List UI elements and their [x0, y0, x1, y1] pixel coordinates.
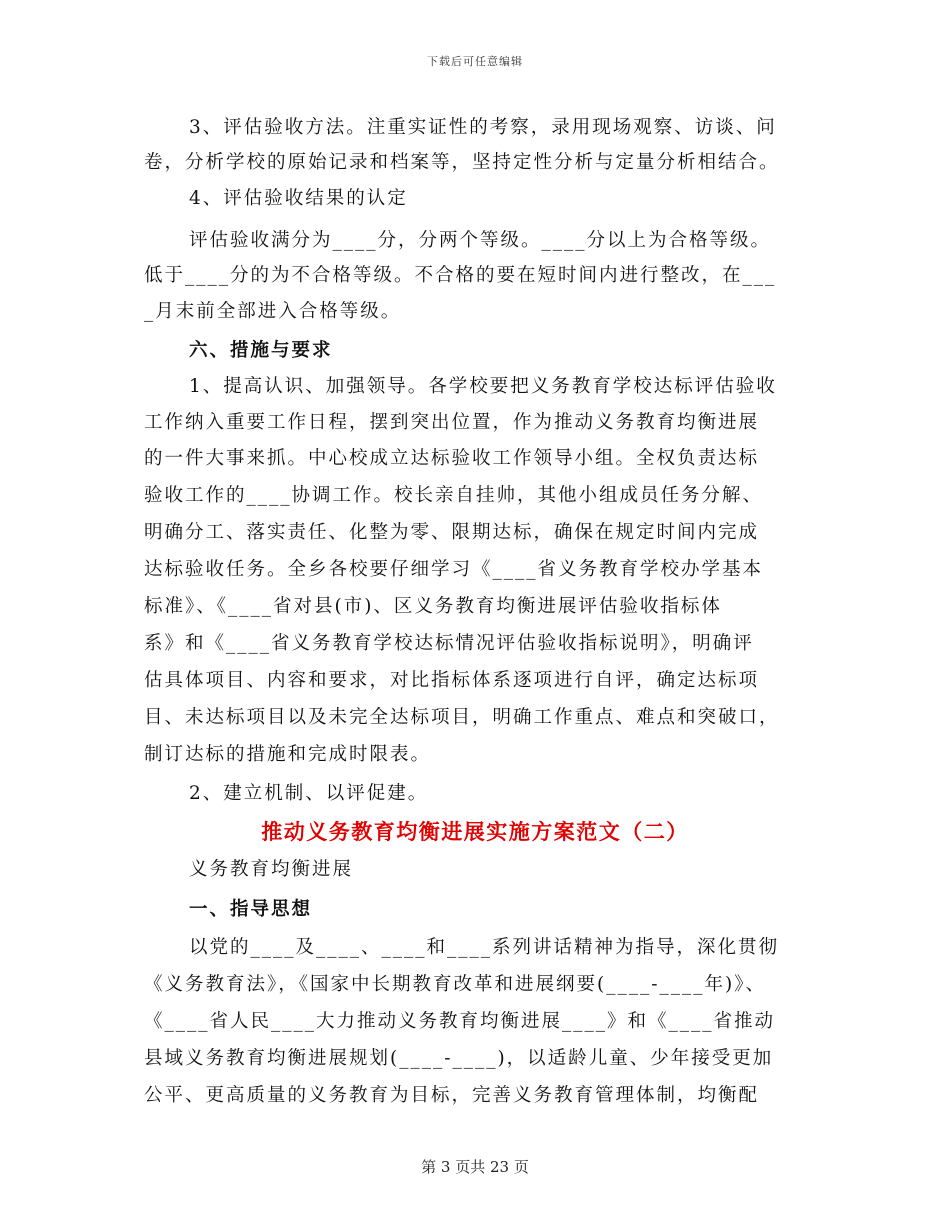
text-line-2: 卷，分析学校的原始记录和档案等，坚持定性分析与定量分析相结合。	[144, 152, 780, 173]
text-line-19: 2、建立机制、以评促建。	[189, 783, 429, 804]
text-line-9: 工作纳入重要工作日程，摆到突出位置，作为推动义务教育均衡进展	[144, 412, 760, 433]
text-line-12: 明确分工、落实责任、化整为零、限期达标，确保在规定时间内完成	[144, 522, 760, 543]
text-line-24: 《义务教育法》，《国家中长期教育改革和进展纲要(____-____年)》、	[144, 974, 766, 995]
text-line-4: 评估验收满分为____分，分两个等级。____分以上为合格等级。	[189, 230, 772, 251]
section-heading-guiding-thought: 一、指导思想	[189, 899, 313, 920]
document-title: 推动义务教育均衡进展实施方案范文（二）	[261, 819, 689, 844]
text-line-26: 县域义务教育均衡进展规划(____-____)，以适龄儿童、少年接受更加	[144, 1048, 774, 1069]
text-line-18: 制订达标的措施和完成时限表。	[144, 744, 432, 765]
text-line-14: 标准》、《____省对县(市)、区义务教育均衡进展评估验收指标体	[144, 596, 722, 617]
text-line-6: _月末前全部进入合格等级。	[144, 301, 402, 322]
text-line-1: 3、评估验收方法。注重实证性的考察，录用现场观察、访谈、问	[189, 117, 777, 138]
text-line-17: 目、未达标项目以及未完全达标项目，明确工作重点、难点和突破口，	[144, 707, 780, 728]
text-line-8: 1、提高认识、加强领导。各学校要把义务教育学校达标评估验收	[189, 376, 777, 397]
text-line-11: 验收工作的____协调工作。校长亲自挂帅，其他小组成员任务分解、	[144, 485, 764, 506]
text-line-15: 系》和《____省义务教育学校达标情况评估验收指标说明》，明确评	[144, 633, 754, 654]
text-line-3: 4、评估验收结果的认定	[189, 188, 408, 209]
section-heading-measures: 六、措施与要求	[189, 340, 333, 361]
text-line-21: 义务教育均衡进展	[189, 859, 354, 880]
page-header: 下载后可任意编辑	[427, 55, 523, 68]
page-number-footer: 第 3 页共 23 页	[421, 1158, 529, 1176]
text-line-25: 《____省人民____大力推动义务教育均衡进展____》和《____省推动	[144, 1011, 776, 1032]
text-line-23: 以党的____及____、____和____系列讲话精神为指导，深化贯彻	[189, 937, 780, 958]
text-line-27: 公平、更高质量的义务教育为目标，完善义务教育管理体制，均衡配	[144, 1085, 760, 1106]
text-line-5: 低于____分的为不合格等级。不合格的要在短时间内进行整改，在___	[144, 265, 777, 286]
text-line-16: 估具体项目、内容和要求，对比指标体系逐项进行自评，确定达标项	[144, 670, 760, 691]
text-line-13: 达标验收任务。全乡各校要仔细学习《____省义务教育学校办学基本	[144, 559, 764, 580]
text-line-10: 的一件大事来抓。中心校成立达标验收工作领导小组。全权负责达标	[144, 448, 760, 469]
